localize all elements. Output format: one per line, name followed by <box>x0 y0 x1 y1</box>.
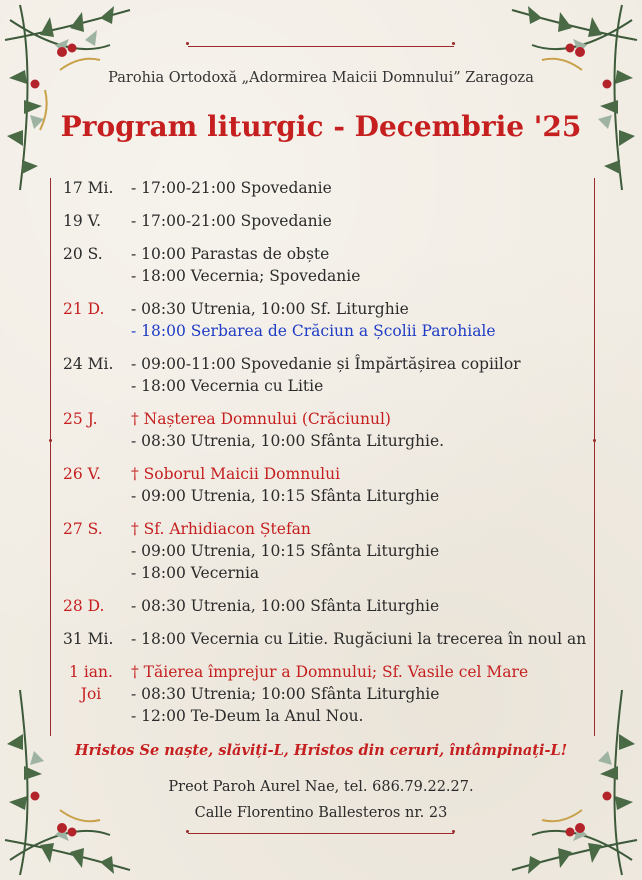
liturgical-schedule <box>63 177 587 738</box>
schedule-row <box>63 298 583 342</box>
schedule-entry: - 09:00 Utrenia, 10:15 Sfânta Liturghie <box>131 487 440 505</box>
schedule-entry: † Soborul Maicii Domnului <box>131 465 341 483</box>
schedule-entries <box>131 518 583 584</box>
schedule-entry: - 08:30 Utrenia, 10:00 Sfânta Liturghie. <box>131 432 445 450</box>
pine-bough-corner-icon <box>442 0 642 200</box>
schedule-row <box>63 408 583 452</box>
pine-bough-corner-icon <box>0 0 200 200</box>
schedule-entry: † Tăierea împrejur a Domnului; Sf. Vasile cel Mare <box>131 663 529 681</box>
schedule-row <box>63 463 583 507</box>
schedule-entry: - 08:30 Utrenia; 10:00 Sfânta Liturghie <box>131 685 440 703</box>
schedule-day: 21 D. <box>63 300 105 318</box>
schedule-day: 31 Mi. <box>63 630 114 648</box>
frame-right-line <box>594 178 595 736</box>
schedule-entries <box>131 298 583 342</box>
schedule-entry: † Nașterea Domnului (Crăciunul) <box>131 410 391 428</box>
schedule-entry: - 08:30 Utrenia, 10:00 Sf. Liturghie <box>131 300 409 318</box>
schedule-entries <box>131 628 586 650</box>
schedule-entry: - 10:00 Parastas de obște <box>131 245 330 263</box>
schedule-entry: - 18:00 Vecernia cu Litie <box>131 377 324 395</box>
page-title: Program liturgic - Decembrie '25 <box>60 110 582 143</box>
schedule-day: 27 S. <box>63 520 103 538</box>
christmas-greeting: Hristos Se naște, slăviți-L, Hristos din ceruri, întâmpinați-L! <box>74 742 568 759</box>
schedule-entry: - 17:00-21:00 Spovedanie <box>131 212 332 230</box>
schedule-entry: - 12:00 Te-Deum la Anul Nou. <box>131 707 364 725</box>
schedule-entry: - 18:00 Vecernia <box>131 564 260 582</box>
schedule-day: 17 Mi. <box>63 179 114 197</box>
schedule-row <box>63 661 583 727</box>
schedule-entries <box>131 595 583 617</box>
schedule-row <box>63 518 583 584</box>
schedule-entry: - 18:00 Vecernia; Spovedanie <box>131 267 361 285</box>
schedule-day: 25 J. <box>63 410 98 428</box>
schedule-entries <box>131 408 583 452</box>
schedule-entry: † Sf. Arhidiacon Ștefan <box>131 520 311 538</box>
schedule-day: 24 Mi. <box>63 355 114 373</box>
schedule-entry: - 18:00 Vecernia cu Litie. Rugăciuni la trecerea în noul an <box>131 630 587 648</box>
schedule-row <box>63 595 583 617</box>
schedule-day: 20 S. <box>63 245 103 263</box>
frame-dot <box>49 439 52 442</box>
schedule-day: 19 V. <box>63 212 102 230</box>
schedule-entries <box>131 243 583 287</box>
schedule-row <box>63 628 587 650</box>
schedule-row <box>63 353 583 397</box>
schedule-entries <box>131 210 583 232</box>
parish-address: Calle Florentino Ballesteros nr. 23 <box>194 805 448 821</box>
schedule-entry: - 08:30 Utrenia, 10:00 Sfânta Liturghie <box>131 597 440 615</box>
schedule-entry: - 17:00-21:00 Spovedanie <box>131 179 332 197</box>
frame-left-line <box>50 178 51 736</box>
schedule-entry: - 18:00 Serbarea de Crăciun a Școlii Parohiale <box>131 322 496 340</box>
schedule-entries <box>131 353 583 397</box>
schedule-entries <box>131 661 583 727</box>
schedule-entries <box>131 463 583 507</box>
priest-contact: Preot Paroh Aurel Nae, tel. 686.79.22.27. <box>168 779 474 795</box>
frame-top-line <box>188 46 454 47</box>
schedule-day: 26 V. <box>63 465 102 483</box>
frame-bottom-line <box>188 833 454 834</box>
schedule-entry: - 09:00 Utrenia, 10:15 Sfânta Liturghie <box>131 542 440 560</box>
schedule-row <box>63 177 583 199</box>
frame-dot <box>593 439 596 442</box>
parish-name: Parohia Ortodoxă „Adormirea Maicii Domnului” Zaragoza <box>108 70 534 86</box>
schedule-day: 1 ian. Joi <box>69 663 113 703</box>
schedule-row <box>63 210 583 232</box>
schedule-row <box>63 243 583 287</box>
schedule-entries <box>131 177 583 199</box>
schedule-entry: - 09:00-11:00 Spovedanie și Împărtășirea copiilor <box>131 355 521 373</box>
schedule-day: 28 D. <box>63 597 105 615</box>
